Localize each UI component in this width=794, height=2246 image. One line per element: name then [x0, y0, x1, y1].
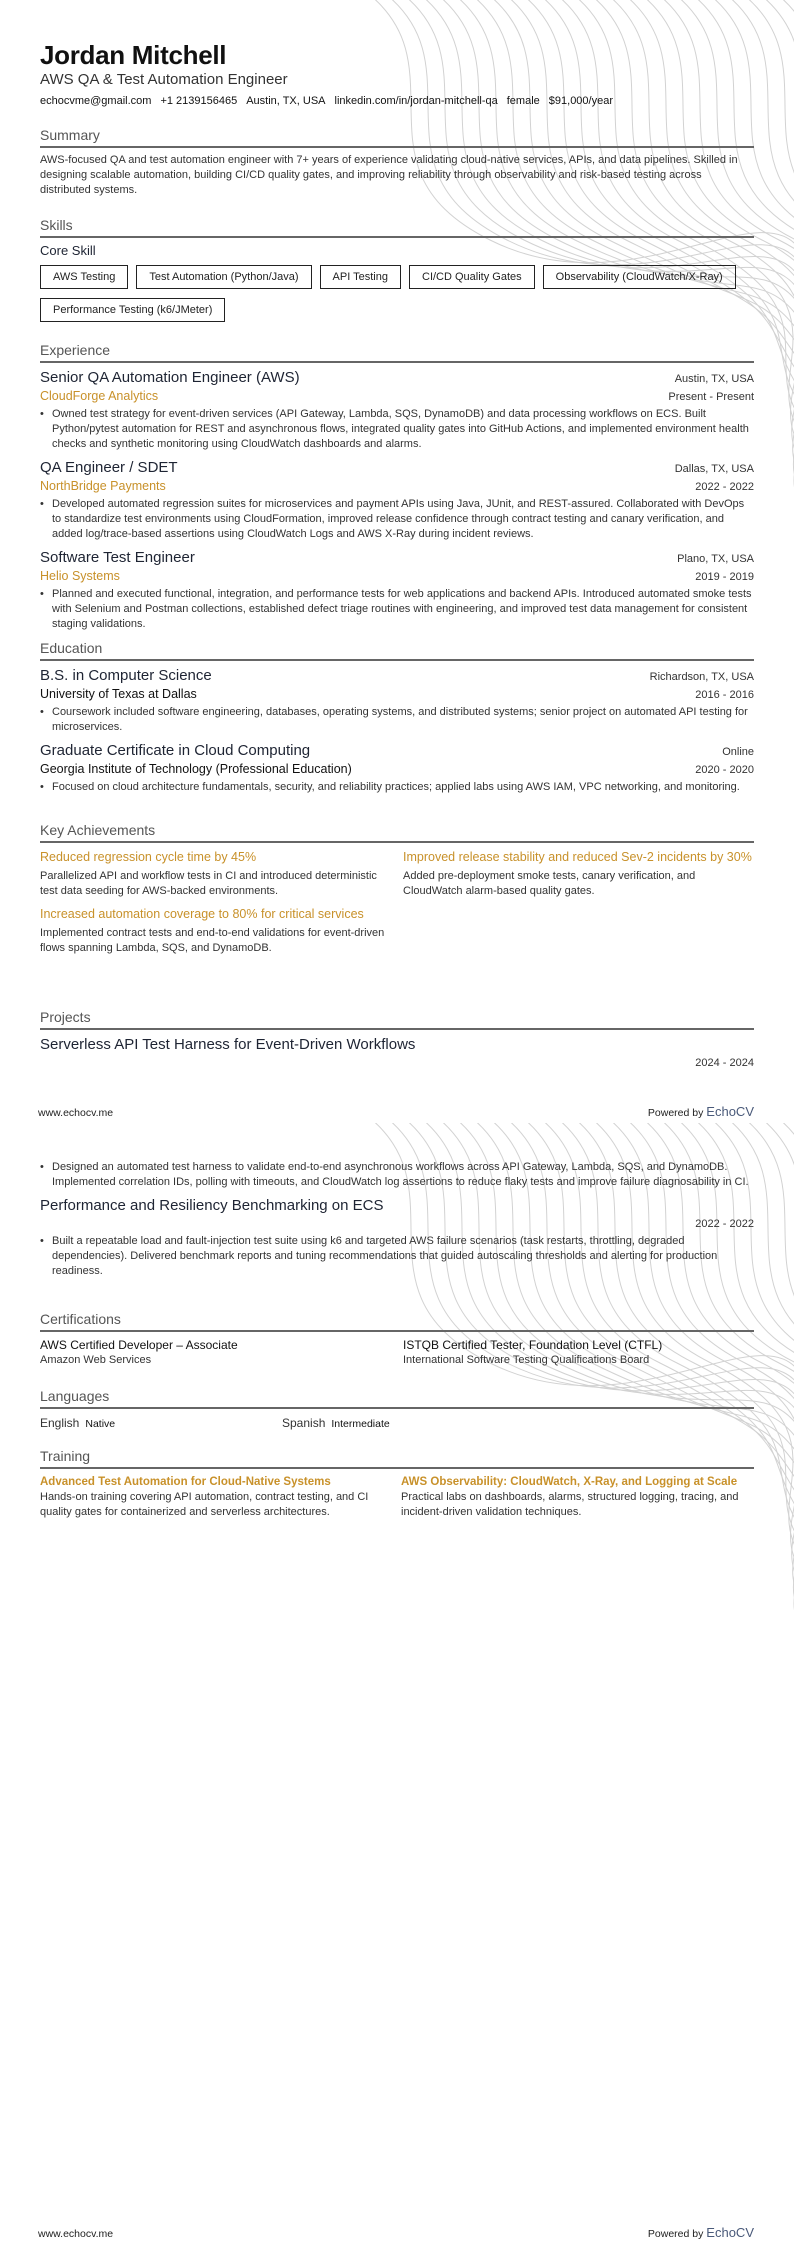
project-bullet: • Built a repeatable load and fault-injection test suite using k6 and targeted AWS failure scenarios (task restarts, throttling, degraded dependencies). Delivered benchmark reports and tuning recommendations that guided autoscaling thresholds and alerting for production readiness. — [40, 1234, 754, 1279]
achievement-description: Parallelized API and workflow tests in CI and introduced deterministic test data seeding for AWS-backed environments. — [40, 870, 377, 897]
contact-line — [40, 93, 754, 109]
skill-tag: Performance Testing (k6/JMeter) — [40, 298, 225, 322]
achievement-description: Implemented contract tests and end-to-end validations for event-driven flows spanning Lambda, SQS, and DynamoDB. — [40, 927, 385, 954]
echocv-brand[interactable]: EchoCV — [706, 1104, 754, 1119]
language-level: Intermediate — [331, 1418, 390, 1430]
summary-text: AWS-focused QA and test automation engineer with 7+ years of experience validating cloud-native services, APIs, and data pipelines. Skilled in designing scalable automation, building CI/CD quality gates, and improving reliability through observability and risk-based testing across distributed systems. — [40, 154, 738, 196]
projects-section-continued — [40, 1160, 754, 1279]
achievement-title: Improved release stability and reduced Sev-2 incidents by 30% — [403, 850, 752, 864]
achievement-description: Added pre-deployment smoke tests, canary verification, and CloudWatch alarm-based quality gates. — [403, 870, 696, 897]
education-location: Richardson, TX, USA — [649, 671, 754, 683]
language-level: Native — [85, 1418, 116, 1430]
contact-phone[interactable]: +1 2139156465 — [160, 95, 238, 107]
footer-powered-by — [648, 2225, 754, 2240]
education-entry — [40, 666, 754, 735]
skill-tag: AWS Testing — [40, 265, 128, 289]
wave-line — [778, 1123, 794, 1643]
certification-issuer: International Software Testing Qualifications Board — [403, 1354, 650, 1366]
summary-section — [40, 126, 754, 198]
project-dates: 2024 - 2024 — [695, 1057, 754, 1069]
language-item — [40, 1415, 282, 1432]
position-dates: Present - Present — [668, 391, 754, 403]
section-heading: Experience — [40, 341, 754, 363]
certification-item — [40, 1338, 403, 1368]
training-section — [40, 1447, 754, 1520]
skill-group-title: Core Skill — [40, 243, 96, 258]
job-title: AWS QA & Test Automation Engineer — [40, 71, 288, 88]
certification-name: AWS Certified Developer – Associate — [40, 1338, 238, 1352]
training-grid — [40, 1475, 754, 1520]
position-location: Austin, TX, USA — [674, 373, 754, 385]
degree-title: B.S. in Computer Science — [40, 667, 212, 684]
page-footer — [38, 2225, 754, 2240]
training-description: Practical labs on dashboards, alarms, structured logging, tracing, and incident-driven validation techniques. — [401, 1491, 739, 1518]
experience-bullet: • Planned and executed functional, integration, and performance tests for web applications and backend APIs. Introduced automated smoke tests with Selenium and Postman collections, established defect triage routines with engineering, and improved test data management for consistent staging validations. — [40, 587, 754, 632]
section-heading: Languages — [40, 1387, 754, 1409]
section-heading: Skills — [40, 216, 754, 238]
contact-gender: female — [506, 95, 540, 107]
footer-site-link[interactable]: www.echocv.me — [38, 2228, 114, 2240]
project-title: Performance and Resiliency Benchmarking on ECS — [40, 1197, 384, 1214]
wave-line — [761, 1123, 794, 1643]
education-bullet: • Focused on cloud architecture fundamentals, security, and reliability practices; applied labs using AWS IAM, VPC networking, and monitoring. — [40, 780, 754, 795]
section-heading: Summary — [40, 126, 754, 148]
company-name: Helio Systems — [40, 569, 120, 583]
training-title: Advanced Test Automation for Cloud-Native Systems — [40, 1476, 331, 1488]
experience-section — [40, 341, 754, 632]
degree-title: Graduate Certificate in Cloud Computing — [40, 742, 311, 759]
language-name: English — [40, 1416, 80, 1430]
achievements-section — [40, 821, 754, 956]
skill-tag: API Testing — [320, 265, 401, 289]
wave-line — [761, 0, 794, 520]
company-name: CloudForge Analytics — [40, 389, 159, 403]
certification-item — [403, 1338, 754, 1368]
position-dates: 2019 - 2019 — [695, 571, 754, 583]
experience-entry — [40, 548, 754, 632]
position-title: Senior QA Automation Engineer (AWS) — [40, 369, 300, 386]
contact-linkedin[interactable]: linkedin.com/in/jordan-mitchell-qa — [334, 95, 498, 107]
resume-page-2 — [0, 1123, 794, 2246]
achievement-title: Increased automation coverage to 80% for critical services — [40, 907, 364, 921]
footer-site-link[interactable]: www.echocv.me — [38, 1107, 114, 1119]
training-description: Hands-on training covering API automation, contract testing, and CI quality gates for containerized and serverless architectures. — [40, 1491, 369, 1518]
section-heading: Training — [40, 1447, 754, 1469]
footer-powered-by — [648, 1104, 754, 1119]
resume-header — [40, 40, 754, 109]
position-title: QA Engineer / SDET — [40, 459, 178, 476]
contact-salary: $91,000/year — [548, 95, 613, 107]
skill-tags — [40, 265, 754, 322]
experience-bullet: • Developed automated regression suites for microservices and payment APIs using Java, JUnit, and REST-assured. Collaborated with DevOps to standardize test environments using CloudFormation, improved release confidence through contract testing and canary verification, and added log/trace-based assertions using CloudWatch Logs and AWS X-Ray during incident reviews. — [40, 497, 754, 542]
certifications-section — [40, 1310, 754, 1368]
education-bullet: • Coursework included software engineering, databases, operating systems, and distributed systems; senior project on automated API testing for microservices. — [40, 705, 754, 735]
achievements-grid — [40, 849, 754, 956]
project-entry — [40, 1035, 754, 1071]
project-bullet: • Designed an automated test harness to validate end-to-end asynchronous workflows across API Gateway, Lambda, SQS, and DynamoDB. Implemented correlation IDs, polling with timeouts, and CloudWatch log assertions to reduce flaky tests and improve failure diagnosability in CI. — [40, 1160, 754, 1190]
experience-entry — [40, 368, 754, 452]
language-name: Spanish — [282, 1416, 326, 1430]
section-heading: Projects — [40, 1008, 754, 1030]
achievement-item — [40, 849, 403, 899]
position-location: Dallas, TX, USA — [674, 463, 754, 475]
section-heading: Certifications — [40, 1310, 754, 1332]
certification-name: ISTQB Certified Tester, Foundation Level (CTFL) — [403, 1338, 663, 1352]
school-name: Georgia Institute of Technology (Professional Education) — [40, 762, 352, 776]
contact-location: Austin, TX, USA — [246, 95, 326, 107]
language-item — [282, 1415, 524, 1432]
powered-by-label: Powered by — [647, 2228, 704, 2240]
skills-section — [40, 216, 754, 322]
certifications-grid — [40, 1338, 754, 1368]
experience-bullet: • Owned test strategy for event-driven services (API Gateway, Lambda, SQS, DynamoDB) and data processing workflows on ECS. Built Python/pytest automation for REST and asynchronous flows, integrated quality gates into GitHub Actions, and implemented environment health checks and synthetic monitoring using CloudWatch dashboards and alarms. — [40, 407, 754, 452]
project-dates: 2022 - 2022 — [695, 1218, 754, 1230]
candidate-name: Jordan Mitchell — [40, 40, 227, 70]
project-entry — [40, 1196, 754, 1279]
project-title: Serverless API Test Harness for Event-Driven Workflows — [40, 1036, 416, 1053]
training-title: AWS Observability: CloudWatch, X-Ray, and Logging at Scale — [401, 1476, 738, 1488]
achievement-item — [40, 906, 403, 956]
powered-by-label: Powered by — [647, 1107, 704, 1119]
school-name: University of Texas at Dallas — [40, 687, 197, 701]
languages-list — [40, 1415, 754, 1432]
wave-line — [778, 0, 794, 520]
education-dates: 2020 - 2020 — [695, 764, 754, 776]
section-heading: Education — [40, 639, 754, 661]
education-location: Online — [722, 746, 754, 758]
position-title: Software Test Engineer — [40, 549, 195, 566]
certification-issuer: Amazon Web Services — [40, 1354, 152, 1366]
page-footer — [38, 1104, 754, 1119]
skill-tag: CI/CD Quality Gates — [409, 265, 535, 289]
achievement-item — [403, 849, 754, 899]
position-dates: 2022 - 2022 — [695, 481, 754, 493]
education-section — [40, 639, 754, 795]
skill-tag: Observability (CloudWatch/X-Ray) — [543, 265, 736, 289]
projects-section — [40, 1008, 754, 1071]
training-item — [40, 1475, 401, 1520]
education-entry — [40, 741, 754, 795]
languages-section — [40, 1387, 754, 1432]
echocv-brand[interactable]: EchoCV — [706, 2225, 754, 2240]
company-name: NorthBridge Payments — [40, 479, 166, 493]
achievement-title: Reduced regression cycle time by 45% — [40, 850, 257, 864]
section-heading: Key Achievements — [40, 821, 754, 843]
training-item — [401, 1475, 754, 1520]
contact-email[interactable]: echocvme@gmail.com — [40, 95, 152, 107]
position-location: Plano, TX, USA — [677, 553, 754, 565]
education-dates: 2016 - 2016 — [695, 689, 754, 701]
skill-tag: Test Automation (Python/Java) — [136, 265, 311, 289]
experience-entry — [40, 458, 754, 542]
